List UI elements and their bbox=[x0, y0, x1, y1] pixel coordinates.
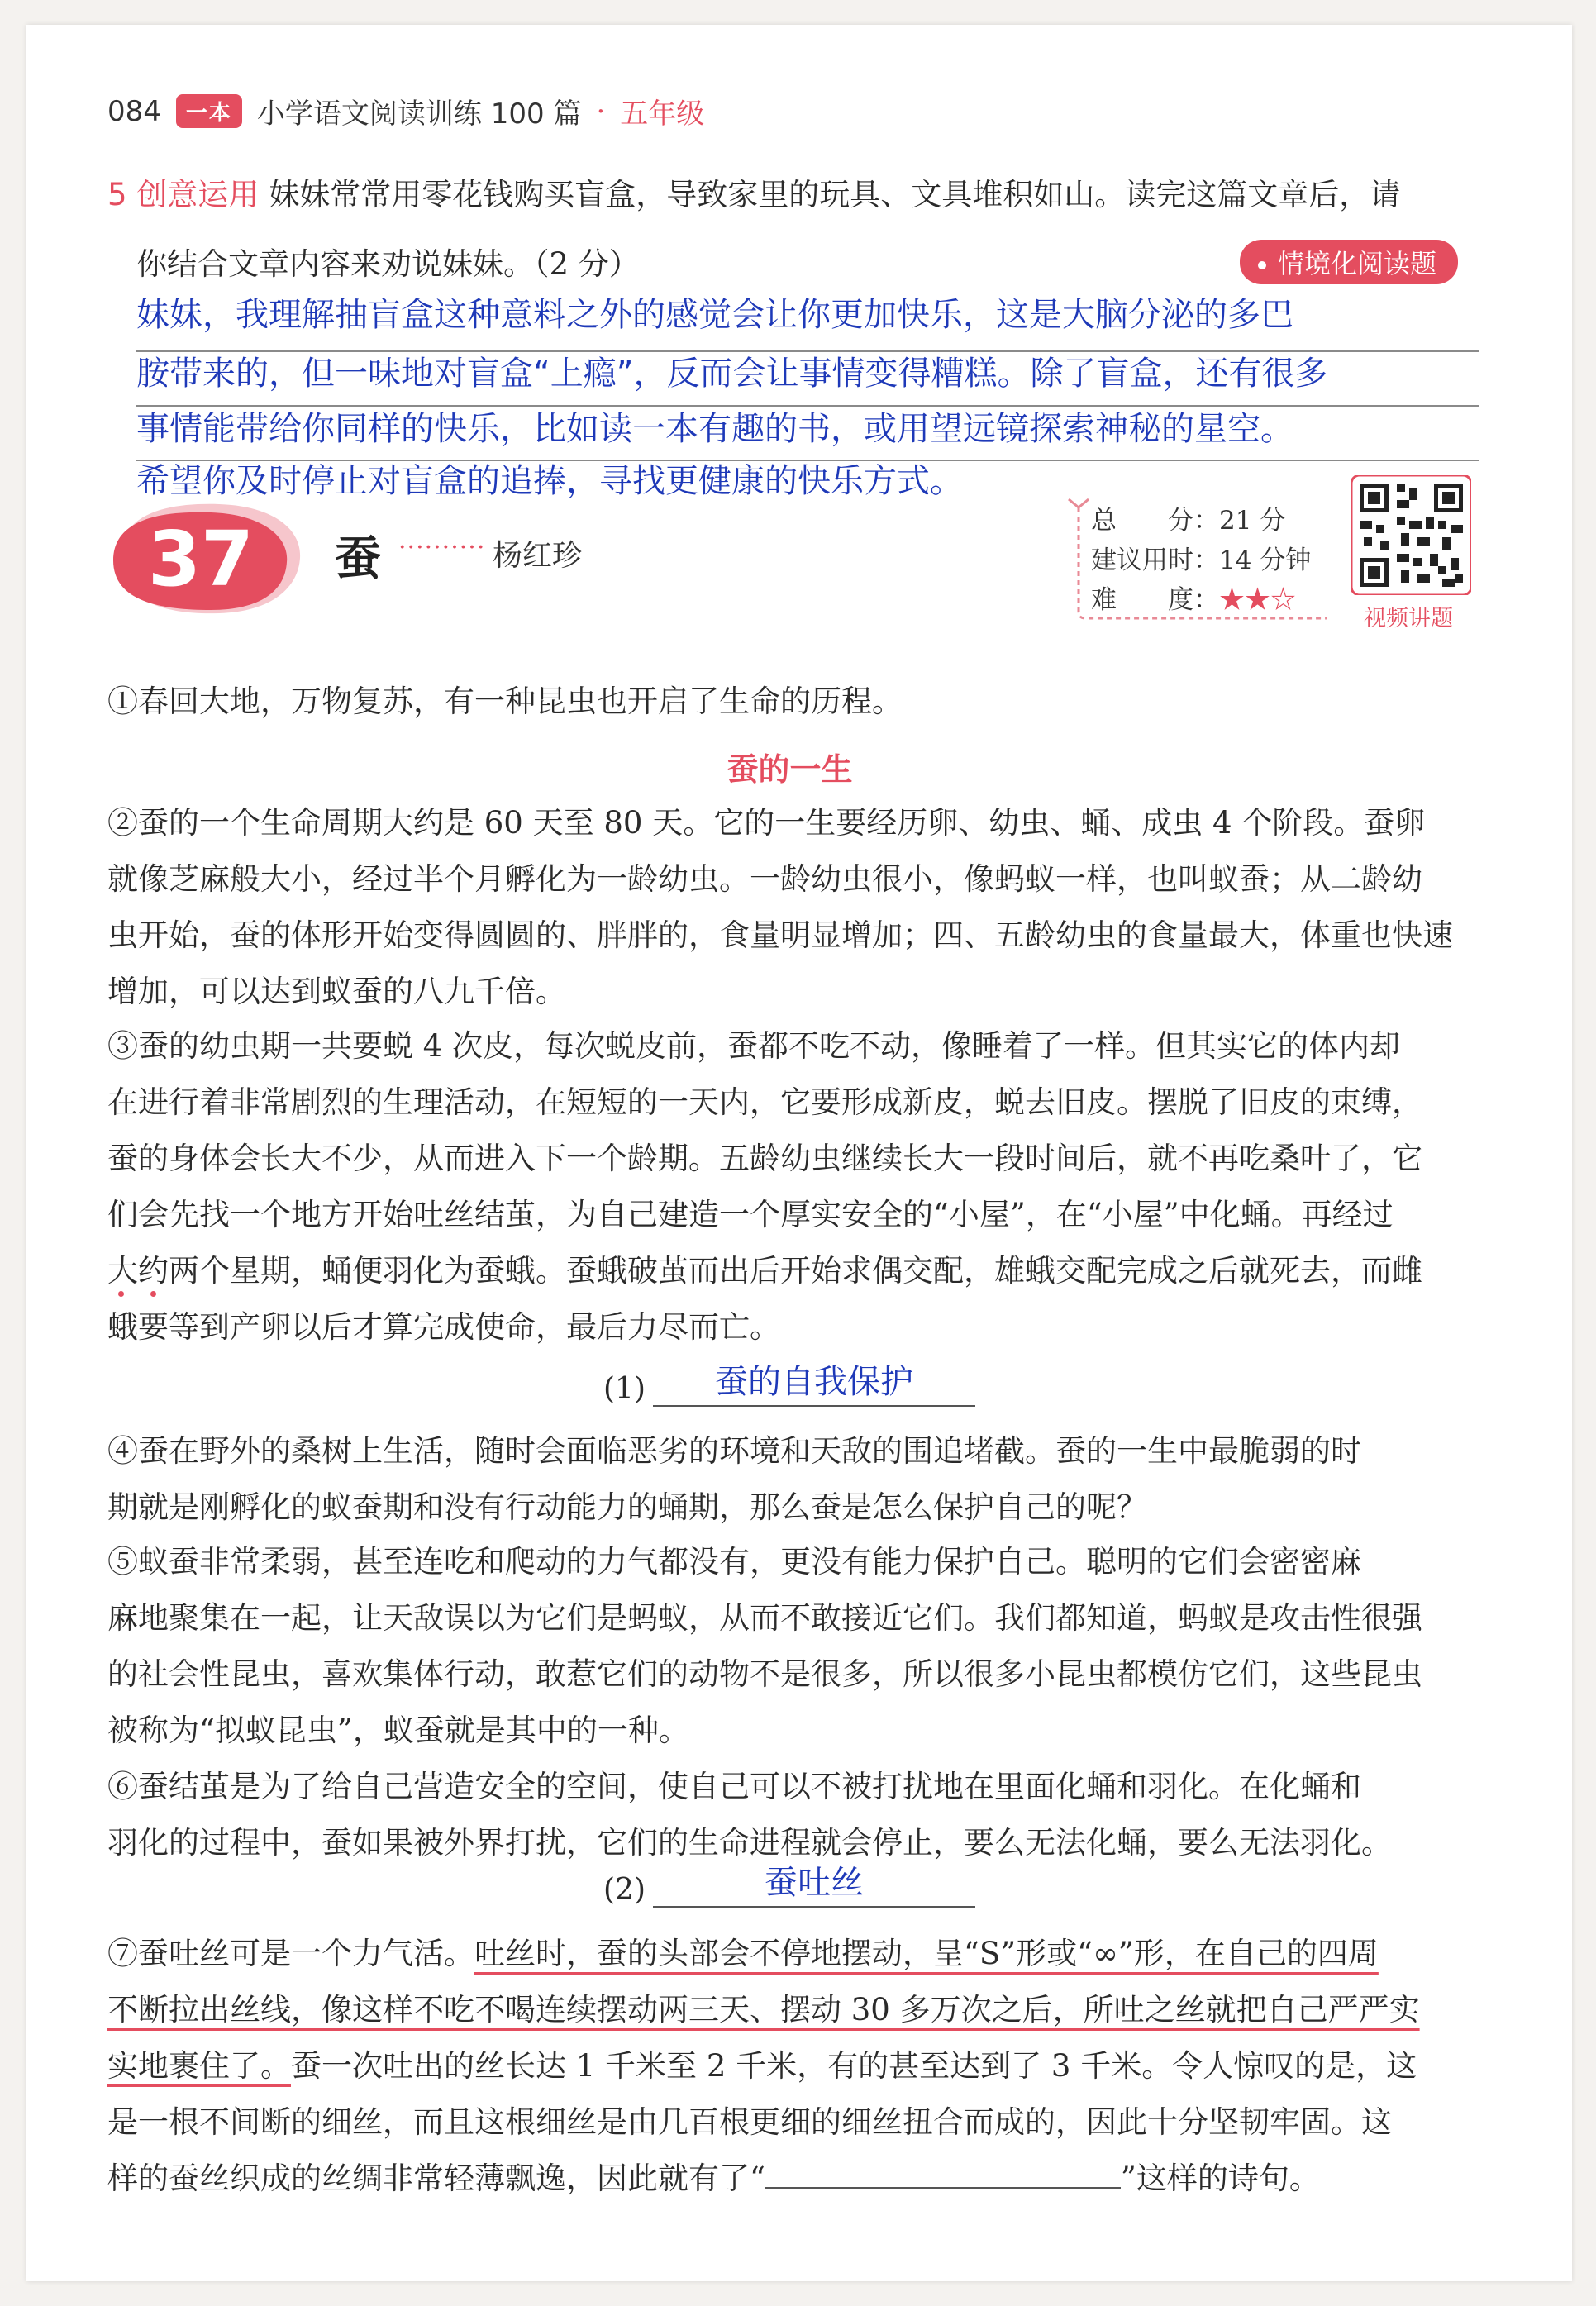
paragraph-2-line: 增加，可以达到蚁蚕的八九千倍。 bbox=[107, 974, 566, 1010]
paragraph-2 bbox=[107, 795, 1479, 1020]
paragraph-5-line: 的社会性昆虫，喜欢集体行动，敢惹它们的动物不是很多，所以很多小昆虫都模仿它们，这些昆虫 bbox=[107, 1656, 1422, 1693]
lesson-author: 杨红珍 bbox=[493, 539, 583, 573]
paragraph-4-line: ④蚕在野外的桑树上生活，随时会面临恶劣的环境和天敌的围追堵截。蚕的一生中最脆弱的时 bbox=[107, 1433, 1361, 1469]
paragraph-4 bbox=[107, 1423, 1479, 1536]
lesson-number: 37 bbox=[147, 515, 255, 603]
paragraph-7-text: ⑦蚕吐丝可是一个力气活。 bbox=[107, 1936, 474, 1971]
question-label: 创意运用 bbox=[136, 177, 260, 212]
difficulty-label: 难 度： bbox=[1091, 585, 1219, 615]
answer-rule-1 bbox=[136, 350, 1479, 352]
lesson-title: 蚕 bbox=[335, 531, 381, 586]
qr-code-icon[interactable] bbox=[1351, 475, 1471, 595]
question-5-prompt bbox=[107, 175, 1479, 215]
paragraph-6 bbox=[107, 1759, 1479, 1871]
lesson-number-badge bbox=[103, 496, 310, 620]
paragraph-3-line: 蚕的身体会长大不少，从而进入下一个龄期。五龄幼虫继续长大一段时间后，就不再吃桑叶了，它 bbox=[107, 1141, 1422, 1177]
paragraph-7 bbox=[107, 1926, 1479, 2207]
lesson-info-box bbox=[1066, 496, 1339, 624]
paragraph-7-line bbox=[107, 1926, 1479, 1982]
paragraph-5-line: 被称为“拟蚁昆虫”，蚁蚕就是其中的一种。 bbox=[107, 1713, 689, 1749]
answer-line-2: 胺带来的，但一味地对盲盒“上瘾”，反而会让事情变得糟糕。除了盲盒，还有很多 bbox=[136, 355, 1328, 393]
paragraph-7-line bbox=[107, 2151, 1479, 2207]
time-label: 建议用时： bbox=[1091, 546, 1219, 575]
total-score-row bbox=[1091, 499, 1285, 536]
paragraph-7-line bbox=[107, 2038, 1479, 2094]
paragraph-5-line: 麻地聚集在一起，让天敌误以为它们是蚂蚁，从而不敢接近它们。我们都知道，蚂蚁是攻击性很强 bbox=[107, 1600, 1422, 1637]
series-title: 小学语文阅读训练 100 篇 bbox=[256, 98, 582, 131]
poem-blank[interactable] bbox=[765, 2162, 1121, 2189]
context-reading-tag bbox=[1240, 240, 1458, 284]
subheading-1-label: (1) bbox=[603, 1372, 646, 1406]
grade-label: 五年级 bbox=[620, 98, 705, 131]
suggested-time-row bbox=[1091, 539, 1311, 576]
question-number: 5 bbox=[107, 177, 127, 212]
page-number: 084 bbox=[107, 94, 161, 128]
paragraph-3 bbox=[107, 1018, 1479, 1355]
paragraph-3-line: 蛾要等到产卵以后才算完成使命，最后力尽而亡。 bbox=[107, 1309, 780, 1346]
question-text-line1: 妹妹常常用零花钱购买盲盒，导致家里的玩具、文具堆积如山。读完这篇文章后，请 bbox=[269, 177, 1401, 212]
paragraph-7-text: 样的蚕丝织成的丝绸非常轻薄飘逸，因此就有了“ bbox=[107, 2161, 765, 2197]
paragraph-3-line: ③蚕的幼虫期一共要蜕 4 次皮，每次蜕皮前，蚕都不吃不动，像睡着了一样。但其实它的体内却 bbox=[107, 1028, 1401, 1064]
subheading-2-blank[interactable]: 蚕吐丝 bbox=[653, 1856, 975, 1908]
answer-line-4: 希望你及时停止对盲盒的追捧，寻找更健康的快乐方式。 bbox=[136, 462, 963, 500]
underlined-sentence: 不断拉出丝线，像这样不吃不喝连续摆动两三天、摆动 30 多万次之后，所吐之丝就把自己严严实 bbox=[107, 1992, 1420, 2028]
separator-dot: · bbox=[596, 94, 606, 128]
tag-label: 情境化阅读题 bbox=[1278, 248, 1437, 279]
paragraph-2-line: 虫开始，蚕的体形开始变得圆圆的、胖胖的，食量明显增加；四、五龄幼虫的食量最大，体重也快速 bbox=[107, 917, 1453, 954]
paragraph-7-text: ”这样的诗句。 bbox=[1120, 2161, 1320, 2197]
total-value: 21 分 bbox=[1219, 506, 1286, 536]
answer-line-3: 事情能带给你同样的快乐，比如读一本有趣的书，或用望远镜探索神秘的星空。 bbox=[136, 410, 1293, 448]
subheading-1-blank[interactable]: 蚕的自我保护 bbox=[653, 1355, 975, 1407]
paragraph-3-line: 们会先找一个地方开始吐丝结茧，为自己建造一个厚实安全的“小屋”，在“小屋”中化蛹。再经过 bbox=[107, 1197, 1394, 1233]
paragraph-7-text: 蚕一次吐出的丝长达 1 千米至 2 千米，有的甚至达到了 3 千米。令人惊叹的是，这 bbox=[291, 2048, 1417, 2084]
paragraph-2-line: ②蚕的一个生命周期大约是 60 天至 80 天。它的一生要经历卵、幼虫、蛹、成虫 4 个阶段。蚕卵 bbox=[107, 805, 1426, 841]
emphasis-dot bbox=[150, 1291, 156, 1297]
paragraph-1: ①春回大地，万物复苏，有一种昆虫也开启了生命的历程。 bbox=[107, 684, 903, 719]
video-lecture-label[interactable]: 视频讲题 bbox=[1364, 606, 1453, 631]
paragraph-4-line: 期就是刚孵化的蚁蚕期和没有行动能力的蛹期，那么蚕是怎么保护自己的呢？ bbox=[107, 1489, 1147, 1526]
answer-line-1: 妹妹，我理解抽盲盒这种意料之外的感觉会让你更加快乐，这是大脑分泌的多巴 bbox=[136, 296, 1293, 334]
paragraph-2-line: 就像芝麻般大小，经过半个月孵化为一龄幼虫。一龄幼虫很小，像蚂蚁一样，也叫蚁蚕；从二龄幼 bbox=[107, 861, 1422, 898]
page-header bbox=[107, 91, 704, 131]
difficulty-row bbox=[1091, 579, 1296, 616]
paragraph-7-line: 是一根不间断的细丝，而且这根细丝是由几百根更细的细丝扭合而成的，因此十分坚韧牢固。这 bbox=[107, 2104, 1392, 2141]
difficulty-stars: ★★☆ bbox=[1219, 585, 1296, 615]
paragraph-6-line: 羽化的过程中，蚕如果被外界打扰，它们的生命进程就会停止，要么无法化蛹，要么无法羽化。 bbox=[107, 1825, 1392, 1861]
answer-rule-2 bbox=[136, 405, 1479, 407]
tag-dot-icon bbox=[1258, 261, 1266, 269]
underlined-sentence: 实地裹住了。 bbox=[107, 2048, 291, 2084]
total-label: 总 分： bbox=[1091, 506, 1219, 536]
paragraph-3-line: 大约两个星期，蛹便羽化为蚕蛾。蚕蛾破茧而出后开始求偶交配，雄蛾交配完成之后就死去，而雌 bbox=[107, 1253, 1422, 1289]
title-dot-leader: ·········· bbox=[398, 533, 486, 562]
section-heading-life: 蚕的一生 bbox=[727, 750, 853, 788]
paragraph-3-line: 在进行着非常剧烈的生理活动，在短短的一天内，它要形成新皮，蜕去旧皮。摆脱了旧皮的束缚， bbox=[107, 1084, 1422, 1121]
time-value: 14 分钟 bbox=[1219, 546, 1312, 575]
underlined-sentence: 吐丝时，蚕的头部会不停地摆动，呈“S”形或“∞”形，在自己的四周 bbox=[474, 1936, 1379, 1971]
brand-logo: 一本 bbox=[176, 94, 242, 128]
paragraph-5 bbox=[107, 1534, 1479, 1759]
paragraph-6-line: ⑥蚕结茧是为了给自己营造安全的空间，使自己可以不被打扰地在里面化蛹和羽化。在化蛹和 bbox=[107, 1769, 1361, 1804]
emphasis-dot bbox=[118, 1291, 124, 1297]
paragraph-5-line: ⑤蚁蚕非常柔弱，甚至连吃和爬动的力气都没有，更没有能力保护自己。聪明的它们会密密麻 bbox=[107, 1544, 1361, 1579]
question-text-line2: 你结合文章内容来劝说妹妹。（2 分） bbox=[136, 246, 640, 282]
subheading-2-label: (2) bbox=[603, 1873, 646, 1907]
